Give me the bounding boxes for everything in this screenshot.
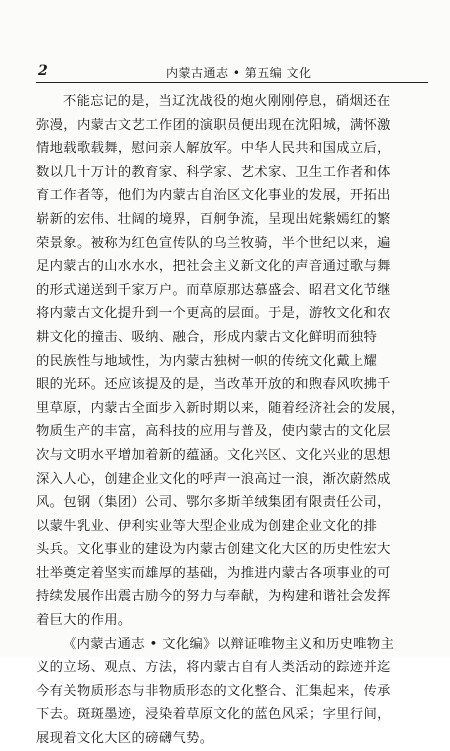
text-line: 崭新的宏伟、壮阔的境界，百舸争流，呈现出姹紫嫣红的繁	[36, 211, 391, 227]
text-line: 着巨大的作用。	[36, 613, 132, 629]
paragraph	[36, 633, 430, 751]
text-line: 义的立场、观点、方法，将内蒙古自有人类活动的踪迹并迄	[36, 660, 391, 676]
text-line: 物质生产的丰富，高科技的应用与普及，使内蒙古的文化层	[36, 424, 391, 440]
text-line: 风。包钢（集团）公司、鄂尔多斯羊绒集团有限责任公司，	[36, 495, 391, 511]
text-line: 深入人心，创建企业文化的呼声一浪高过一浪，渐次蔚然成	[36, 471, 391, 487]
text-line: 次与文明水平增加着新的蕴涵。文化兴区、文化兴业的思想	[36, 447, 391, 463]
text-line: 《内蒙古通志 • 文化编》以辩证唯物主义和历史唯物主	[63, 636, 395, 652]
text-line: 壮举奠定着坚实而雄厚的基础，为推进内蒙古各项事业的可	[36, 565, 391, 581]
text-line: 以蒙牛乳业、伊利实业等大型企业成为创建企业文化的排	[36, 518, 378, 534]
text-line: 足内蒙古的山水水水，把社会主义新文化的声音通过歌与舞	[36, 259, 391, 275]
text-line: 弥漫，内蒙古文艺工作团的演职员便出现在沈阳城，满怀激	[36, 117, 391, 133]
text-line: 持续发展作出震古励今的努力与奉献，为构建和谐社会发挥	[36, 589, 391, 605]
text-line: 的形式递送到千家万户。而草原那达慕盛会、昭君文化节继	[36, 282, 391, 298]
text-line: 育工作者等，他们为内蒙古自治区文化事业的发展，开拓出	[36, 188, 391, 204]
text-line: 荣景象。被称为红色宣传队的乌兰牧骑，半个世纪以来，遍	[36, 235, 391, 251]
page-header	[36, 63, 428, 81]
text-line: 今有关物质形态与非物质形态的文化整合、汇集起来，传承	[36, 683, 391, 699]
text-line: 展现着文化大区的磅礴气势。	[36, 731, 214, 747]
text-line: 头兵。文化事业的建设为内蒙古创建文化大区的历史性宏大	[36, 542, 391, 558]
text-line: 数以几十万计的教育家、科学家、艺术家、卫生工作者和体	[36, 164, 391, 180]
text-line: 眼的光环。还应该提及的是，当改革开放的和煦春风吹拂千	[36, 377, 391, 393]
header-rule	[36, 82, 428, 83]
running-head: 内蒙古通志 • 第五编 文化	[166, 66, 312, 80]
body-text	[36, 90, 430, 751]
text-line: 情地载歌载舞，慰问亲人解放军。中华人民共和国成立后，	[36, 141, 391, 157]
text-line: 耕文化的撞击、吸纳、融合，形成内蒙古文化鲜明而独特	[36, 329, 378, 345]
text-line: 下去。斑斑墨迹，浸染着草原文化的蓝色风采；字里行间，	[36, 707, 391, 723]
text-line: 里草原，内蒙古全面步入新时期以来，随着经济社会的发展，	[36, 400, 405, 416]
paragraph	[36, 90, 430, 633]
text-line: 将内蒙古文化提升到一个更高的层面。于是，游牧文化和农	[36, 306, 391, 322]
text-line: 的民族性与地域性，为内蒙古独树一帜的传统文化戴上耀	[36, 353, 378, 369]
text-line: 不能忘记的是，当辽沈战役的炮火刚刚停息，硝烟还在	[63, 94, 391, 109]
page-number: 2	[38, 63, 48, 79]
